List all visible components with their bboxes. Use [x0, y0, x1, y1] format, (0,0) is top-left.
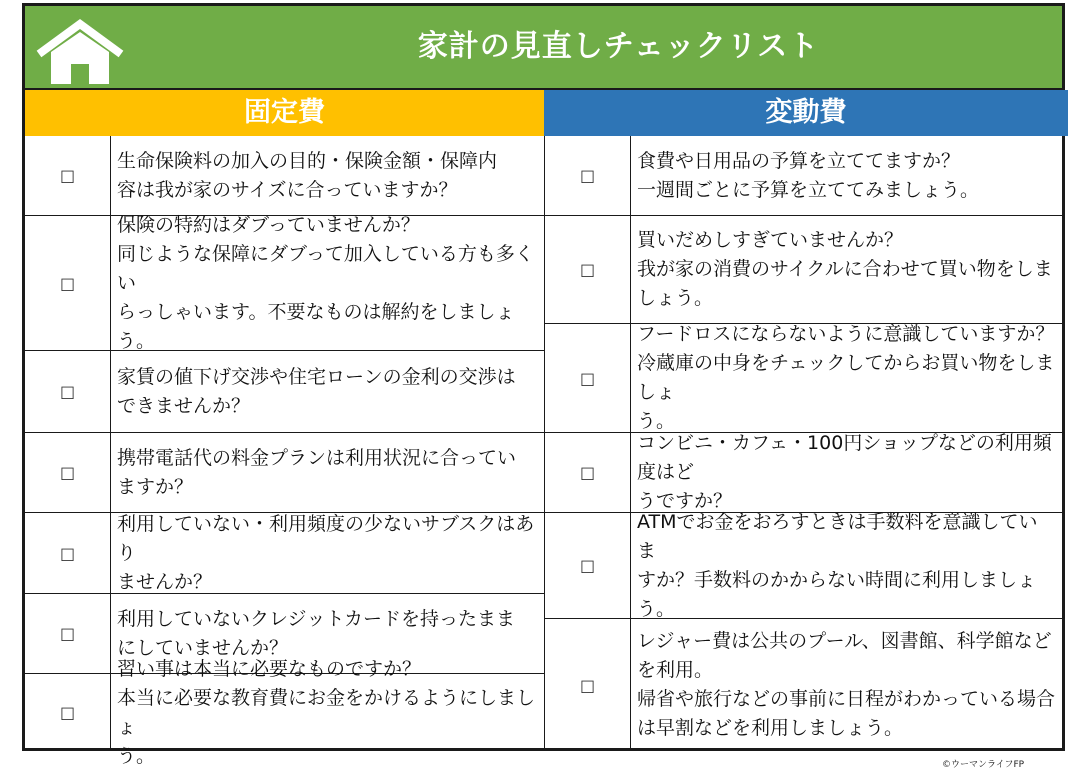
fixed-cost-item-line: ませんか？	[117, 570, 213, 593]
fixed-cost-item-line: らっしゃいます。不要なものは解約をしましょう。	[117, 300, 515, 352]
variable-cost-item-line: 我が家の消費のサイクルに合わせて買い物をしま	[637, 258, 1053, 280]
fixed-cost-item-line: 利用していない・利用頻度の少ないサブスクはあり	[117, 512, 535, 564]
fixed-cost-item-line: できませんか？	[117, 394, 251, 417]
variable-cost-item-text	[631, 216, 1062, 323]
fixed-cost-checkbox[interactable]: □	[25, 594, 111, 673]
variable-cost-item-line: 買いだめしすぎていませんか？	[637, 229, 904, 251]
fixed-cost-row	[25, 657, 544, 767]
page-title: 家計の見直しチェックリスト	[417, 29, 820, 64]
fixed-cost-item-text	[111, 657, 544, 767]
fixed-cost-item-line: 携帯電話代の料金プランは利用状況に合ってい	[117, 446, 517, 469]
variable-cost-row	[545, 619, 1062, 751]
variable-cost-checkbox[interactable]: □	[545, 619, 631, 751]
variable-cost-checkbox[interactable]: □	[545, 513, 631, 618]
variable-cost-row	[545, 136, 1062, 216]
fixed-cost-checkbox[interactable]: □	[25, 216, 111, 350]
fixed-cost-item-line: 保険の特約はダブっていませんか？	[117, 213, 420, 236]
variable-cost-item-line: 一週間ごとに予算を立ててみましょう。	[637, 178, 980, 201]
fixed-cost-checkbox[interactable]: □	[25, 351, 111, 432]
variable-cost-item-text	[631, 619, 1062, 751]
variable-cost-item-line: は早割などを利用しましょう。	[637, 717, 904, 739]
variable-cost-row	[545, 510, 1062, 620]
variable-cost-item-text	[631, 136, 1062, 215]
variable-cost-row	[545, 324, 1062, 433]
fixed-cost-checkbox[interactable]: □	[25, 513, 111, 593]
variable-cost-checkbox[interactable]: □	[545, 433, 631, 512]
fixed-cost-item-text	[111, 433, 544, 512]
fixed-cost-header: 固定費	[25, 90, 544, 136]
variable-cost-item-line: 食費や日用品の予算を立ててますか？	[637, 149, 961, 172]
fixed-cost-row	[25, 213, 544, 352]
fixed-cost-item-line: 生命保険料の加入の目的・保険金額・保障内	[117, 149, 498, 172]
variable-cost-item-line: ATMでお金をおろすときは手数料を意識していま	[637, 510, 1038, 562]
fixed-cost-item-line: 本当に必要な教育費にお金をかけるようにしましょ	[117, 686, 536, 738]
variable-cost-item-line: を利用。	[637, 659, 714, 681]
fixed-cost-item-line: 習い事は本当に必要なものですか？	[117, 657, 422, 680]
variable-cost-item-line: う。	[637, 410, 676, 432]
variable-cost-item-line: 帰省や旅行などの事前に日程がわかっている場合	[637, 688, 1056, 710]
fixed-cost-item-line: 同じような保障にダブって加入している方も多くい	[117, 242, 534, 294]
fixed-cost-item-line: 利用していないクレジットカードを持ったまま	[117, 607, 515, 630]
title-bar	[25, 6, 1062, 90]
copyright-note: ©ウーマンライフFP	[942, 760, 1025, 770]
variable-cost-item-line: レジャー費は公共のプール、図書館、科学館など	[637, 630, 1052, 652]
variable-cost-item-text	[631, 510, 1062, 620]
fixed-cost-item-text	[111, 136, 544, 215]
variable-cost-item-line: フードロスにならないように意識していますか？	[637, 323, 1055, 345]
variable-cost-row	[545, 216, 1062, 324]
fixed-cost-row	[25, 351, 544, 433]
fixed-cost-item-line: 家賃の値下げ交渉や住宅ローンの金利の交渉は	[117, 365, 516, 388]
variable-cost-item-text	[631, 433, 1062, 512]
fixed-cost-checkbox[interactable]: □	[25, 136, 111, 215]
variable-cost-item-line: うですか？	[637, 490, 733, 512]
variable-cost-checkbox[interactable]: □	[545, 216, 631, 323]
variable-cost-item-line: 冷蔵庫の中身をチェックしてからお買い物をしましょ	[637, 352, 1055, 403]
fixed-cost-item-text	[111, 351, 544, 432]
variable-cost-item-line: コンビニ・カフェ・100円ショップなどの利用頻度はど	[637, 432, 1052, 483]
variable-cost-item-line: すか？手数料のかからない時間に利用しましょう。	[637, 568, 1037, 620]
fixed-cost-column	[25, 136, 545, 767]
fixed-cost-row	[25, 513, 544, 594]
fixed-cost-item-line: ますか？	[117, 475, 194, 498]
variable-cost-row	[545, 433, 1062, 513]
variable-cost-item-line: しょう。	[637, 287, 714, 309]
fixed-cost-item-text	[111, 513, 544, 593]
fixed-cost-item-line: にしていませんか？	[117, 636, 289, 659]
fixed-cost-checkbox[interactable]: □	[25, 433, 111, 512]
variable-cost-checkbox[interactable]: □	[545, 136, 631, 215]
variable-cost-checkbox[interactable]: □	[545, 324, 631, 432]
fixed-cost-item-text	[111, 213, 544, 352]
fixed-cost-row	[25, 136, 544, 216]
variable-cost-header: 変動費	[544, 90, 1068, 136]
fixed-cost-item-line: 容は我が家のサイズに合っていますか？	[117, 178, 458, 201]
fixed-cost-item-line: う。	[117, 744, 156, 767]
variable-cost-item-text	[631, 324, 1062, 432]
variable-cost-column	[545, 136, 1062, 748]
fixed-cost-row	[25, 433, 544, 513]
fixed-cost-checkbox[interactable]: □	[25, 674, 111, 751]
